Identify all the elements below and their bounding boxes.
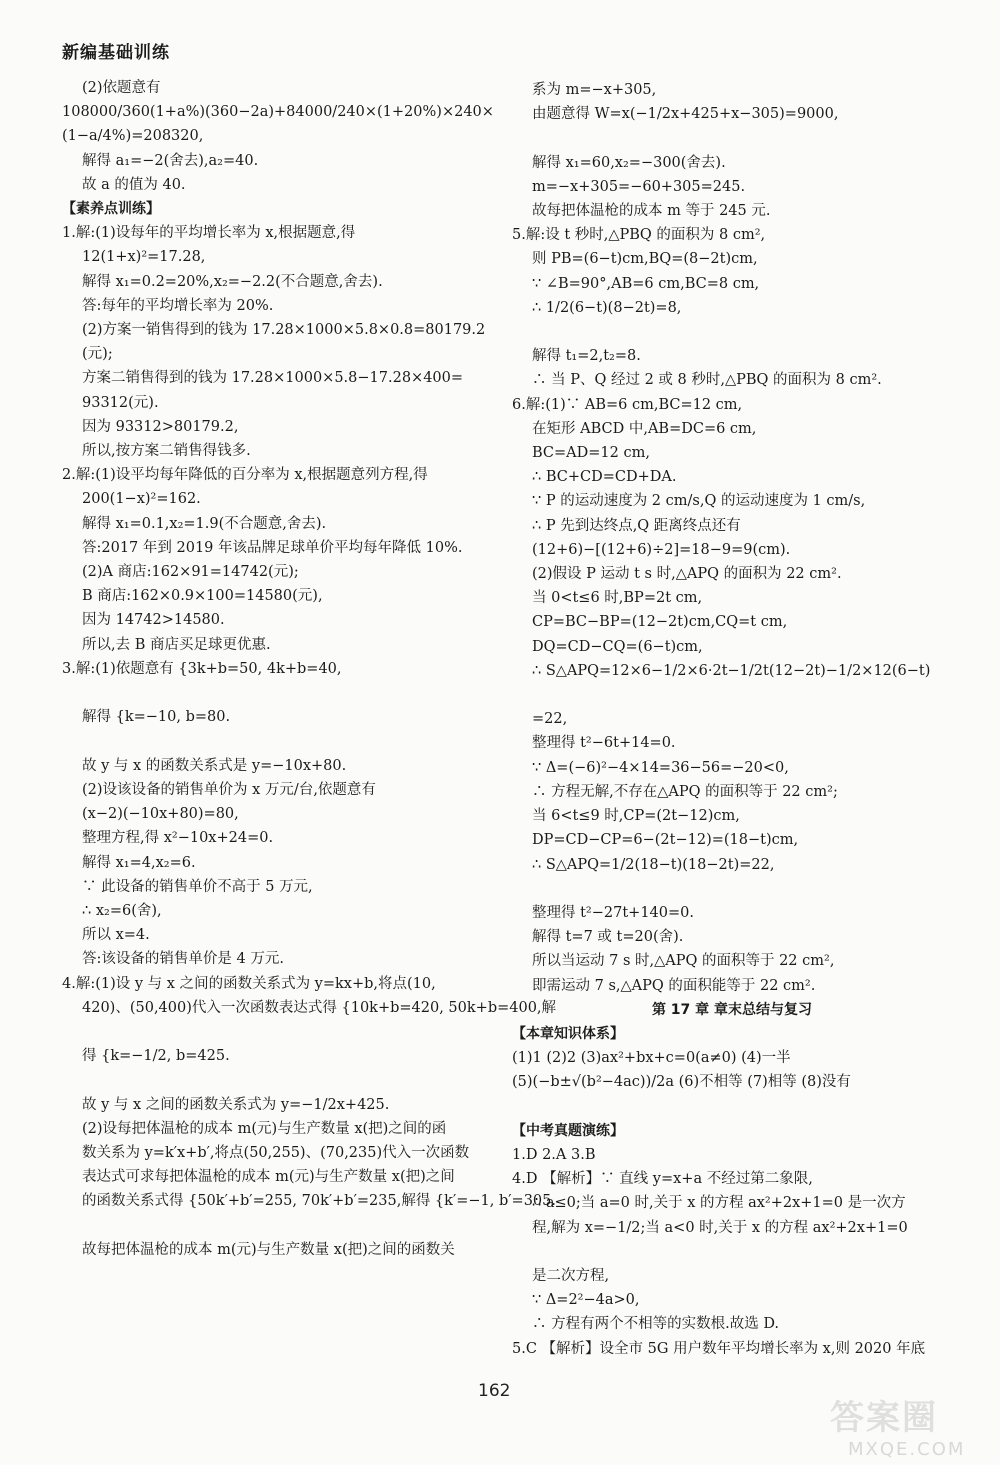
text-line: 故 y 与 x 之间的函数关系式为 y=−1/2x+425.	[82, 1096, 390, 1113]
text-line: 解得 x₁=4,x₂=6.	[82, 854, 196, 871]
text-line: 程,解为 x=−1/2;当 a<0 时,关于 x 的方程 ax²+2x+1=0	[532, 1219, 908, 1236]
text-line: 93312(元).	[82, 394, 159, 411]
text-line: BC=AD=12 cm,	[532, 445, 650, 462]
text-line: 则 PB=(6−t)cm,BQ=(8−2t)cm,	[532, 251, 758, 268]
text-line	[512, 877, 952, 901]
text-line: 解得 {k=−10, b=80.	[82, 709, 231, 726]
text-line: 数关系为 y=k′x+b′,将点(50,255)、(70,235)代入一次函数	[82, 1144, 470, 1161]
text-line: (2)依题意有	[82, 80, 161, 96]
text-line: (元);	[82, 346, 113, 363]
right-column	[512, 78, 952, 1361]
text-line: DQ=CD−CQ=(6−t)cm,	[532, 638, 703, 655]
text-line: 420)、(50,400)代入一次函数表达式得 {10k+b=420, 50k+b=400,解	[82, 999, 557, 1016]
text-line: ∴ S△APQ=1/2(18−t)(18−2t)=22,	[532, 856, 775, 873]
text-line: 解得 t₁=2,t₂=8.	[532, 348, 641, 365]
text-line: ∵ Δ=2²−4a>0,	[532, 1292, 640, 1309]
text-line: (2)设每把体温枪的成本 m(元)与生产数量 x(把)之间的函	[82, 1120, 447, 1137]
text-line: CP=BC−BP=(12−2t)cm,CQ=t cm,	[532, 614, 788, 631]
text-line: 故 y 与 x 的函数关系式是 y=−10x+80.	[82, 757, 347, 774]
text-line: ∵ Δ=(−6)²−4×14=36−56=−20<0,	[532, 759, 789, 776]
text-line: m=−x+305=−60+305=245.	[532, 178, 746, 195]
text-line: (5)(−b±√(b²−4ac))/2a (6)不相等 (7)相等 (8)没有	[512, 1074, 851, 1091]
text-line	[512, 126, 952, 150]
text-line: ∴ 1/2(6−t)(8−2t)=8,	[532, 299, 682, 316]
text-line: (2)假设 P 运动 t s 时,△APQ 的面积为 22 cm².	[532, 566, 842, 583]
text-line: 4.解:(1)设 y 与 x 之间的函数关系式为 y=kx+b,将点(10,	[62, 975, 436, 992]
text-line: ∴ 方程无解,不存在△APQ 的面积等于 22 cm²;	[532, 783, 838, 800]
text-line	[512, 1240, 952, 1264]
text-line: 所以,去 B 商店买足球更优惠.	[82, 636, 271, 653]
text-line: 故每把体温枪的成本 m(元)与生产数量 x(把)之间的函数关	[82, 1241, 455, 1258]
text-line: 在矩形 ABCD 中,AB=DC=6 cm,	[532, 420, 757, 437]
text-line: 故 a 的值为 40.	[82, 176, 186, 193]
text-line: DP=CD−CP=6−(2t−12)=(18−t)cm,	[532, 832, 799, 849]
text-line: 答:该设备的销售单价是 4 万元.	[82, 951, 284, 968]
text-line	[62, 681, 494, 705]
page-number: 162	[478, 1381, 511, 1401]
text-line: 当 6<t≤9 时,CP=(2t−12)cm,	[532, 808, 740, 825]
text-line: 所以当运动 7 s 时,△APQ 的面积等于 22 cm²,	[532, 953, 835, 970]
text-line: 即需运动 7 s,△APQ 的面积能等于 22 cm².	[532, 977, 816, 994]
text-line: 解得 x₁=60,x₂=−300(舍去).	[532, 154, 726, 171]
text-line: 因为 93312>80179.2,	[82, 418, 239, 435]
text-line: ∴ x₂=6(舍),	[82, 902, 162, 919]
text-line: 故每把体温枪的成本 m 等于 245 元.	[532, 203, 771, 220]
text-line: 3.解:(1)依题意有 {3k+b=50, 4k+b=40,	[62, 660, 342, 677]
text-line: B 商店:162×0.9×100=14580(元),	[82, 588, 323, 605]
text-line: 5.解:设 t 秒时,△PBQ 的面积为 8 cm²,	[512, 227, 766, 244]
text-line: 是二次方程,	[532, 1267, 610, 1284]
text-line: 当 0<t≤6 时,BP=2t cm,	[532, 590, 703, 607]
text-line: ∴ 当 P、Q 经过 2 或 8 秒时,△PBQ 的面积为 8 cm².	[532, 372, 882, 389]
text-line	[62, 1020, 494, 1044]
text-line: 5.C 【解析】设全市 5G 用户数年平均增长率为 x,则 2020 年底	[512, 1340, 926, 1357]
text-line: 整理得 t²−6t+14=0.	[532, 735, 676, 752]
text-line: 答:2017 年到 2019 年该品牌足球单价平均每年降低 10%.	[82, 539, 463, 556]
text-line: 方案二销售得到的钱为 17.28×1000×5.8−17.28×400=	[82, 370, 464, 387]
text-line: 由题意得 W=x(−1/2x+425+x−305)=9000,	[532, 106, 839, 123]
text-line: (12+6)−[(12+6)÷2]=18−9=9(cm).	[532, 541, 791, 558]
text-line: 答:每年的平均增长率为 20%.	[82, 297, 274, 314]
chapter-heading: 第 17 章 章末总结与复习	[651, 1001, 813, 1018]
text-line: 12(1+x)²=17.28,	[82, 249, 206, 266]
watermark-text: 答案圈	[830, 1398, 938, 1438]
text-line: 的函数关系式得 {50k′+b′=255, 70k′+b′=235,解得 {k′=−1, b′=305.	[82, 1193, 556, 1210]
text-line: 1.D 2.A 3.B	[512, 1146, 596, 1163]
text-line: 解得 t=7 或 t=20(舍).	[532, 929, 684, 946]
text-line: (1)1 (2)2 (3)ax²+bx+c=0(a≠0) (4)一半	[512, 1050, 791, 1067]
section-heading: 【素养点训练】	[62, 201, 160, 218]
section-heading: 【中考真题演练】	[512, 1122, 624, 1139]
text-line: 2.解:(1)设平均每年降低的百分率为 x,根据题意列方程,得	[62, 467, 428, 484]
text-line: (2)方案一销售得到的钱为 17.28×1000×5.8×0.8=80179.2	[82, 322, 486, 339]
text-line: 所以 x=4.	[82, 927, 150, 944]
watermark-site: MXQE.COM	[848, 1439, 966, 1460]
text-line: ∴ P 先到达终点,Q 距离终点还有	[532, 517, 741, 534]
text-line: 108000/360(1+a%)(360−2a)+84000/240×(1+20%)×240×	[62, 104, 494, 121]
text-line: ∵ 此设备的销售单价不高于 5 万元,	[82, 878, 313, 895]
text-line: 因为 14742>14580.	[82, 612, 225, 629]
text-line: (2)A 商店:162×91=14742(元);	[82, 564, 299, 581]
text-line: ∵ P 的运动速度为 2 cm/s,Q 的运动速度为 1 cm/s,	[532, 493, 866, 510]
text-line	[62, 729, 494, 753]
text-line	[512, 320, 952, 344]
text-line	[512, 683, 952, 707]
text-line: 所以,按方案二销售得钱多.	[82, 443, 251, 460]
text-line: ∴ BC+CD=CD+DA.	[532, 469, 677, 486]
text-line: 4.D 【解析】∵ 直线 y=x+a 不经过第二象限,	[512, 1171, 813, 1188]
book-title: 新编基础训练	[62, 43, 170, 63]
text-line: 得 {k=−1/2, b=425.	[82, 1048, 230, 1065]
text-line: 表达式可求每把体温枪的成本 m(元)与生产数量 x(把)之间	[82, 1169, 455, 1186]
text-line: ∴ S△APQ=12×6−1/2×6·2t−1/2t(12−2t)−1/2×12(6−t)	[532, 662, 931, 679]
text-line: =22,	[532, 711, 568, 728]
text-line	[512, 1095, 952, 1119]
text-line: ∴ a≤0;当 a=0 时,关于 x 的方程 ax²+2x+1=0 是一次方	[532, 1195, 906, 1212]
text-line	[62, 1214, 494, 1238]
text-line: (x−2)(−10x+80)=80,	[82, 806, 239, 823]
text-line: 6.解:(1)∵ AB=6 cm,BC=12 cm,	[512, 396, 743, 413]
text-line: (2)设该设备的销售单价为 x 万元/台,依题意有	[82, 781, 376, 798]
text-line: 系为 m=−x+305,	[532, 82, 657, 98]
text-line: ∵ ∠B=90°,AB=6 cm,BC=8 cm,	[532, 275, 760, 292]
text-line: (1−a/4%)=208320,	[62, 128, 204, 145]
text-line: 解得 x₁=0.2=20%,x₂=−2.2(不合题意,舍去).	[82, 273, 383, 290]
text-line: 解得 a₁=−2(舍去),a₂=40.	[82, 152, 259, 169]
text-line: 整理方程,得 x²−10x+24=0.	[82, 830, 274, 847]
text-line: 整理得 t²−27t+140=0.	[532, 904, 694, 921]
text-line: 解得 x₁=0.1,x₂=1.9(不合题意,舍去).	[82, 515, 327, 532]
text-line	[62, 1068, 494, 1092]
section-heading: 【本章知识体系】	[512, 1025, 624, 1042]
text-line: ∴ 方程有两个不相等的实数根.故选 D.	[532, 1316, 780, 1333]
text-line: 1.解:(1)设每年的平均增长率为 x,根据题意,得	[62, 225, 356, 242]
text-line: 200(1−x)²=162.	[82, 491, 201, 508]
watermark-logo	[830, 1390, 990, 1460]
